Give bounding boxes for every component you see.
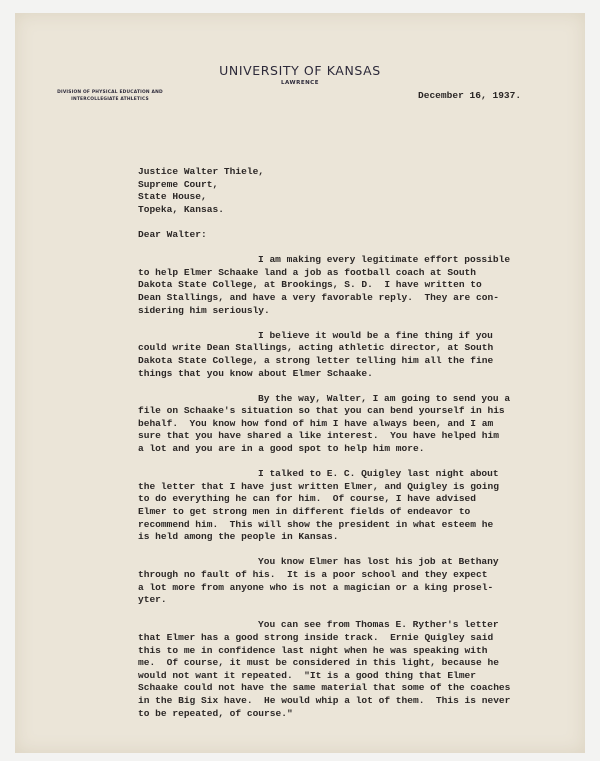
paragraph-line: me. Of course, it must be considered in this light, because he: [138, 657, 499, 669]
paragraph-line: to help Elmer Schaake land a job as football coach at South: [138, 266, 477, 278]
paragraph-line: behalf. You know how fond of him I have always been, and I am: [138, 417, 494, 429]
paragraph-line: is held among the people in Kansas.: [138, 531, 339, 543]
paragraph-line: a lot and you are in a good spot to help him more.: [138, 443, 425, 455]
letter-date: December 16, 1937.: [418, 90, 522, 101]
paragraph-line: in the Big Six have. He would whip a lot of them. This is never: [138, 694, 511, 706]
paragraph-line: You know Elmer has lost his job at Bethany: [258, 556, 499, 568]
paragraph-line: to be repeated, of course.": [138, 707, 293, 719]
blank-line: [138, 544, 510, 557]
paragraph-line: Elmer to get strong men in different fields of endeavor to: [138, 506, 471, 518]
paragraph-line: I talked to E. C. Quigley last night about: [258, 468, 499, 480]
paragraph-line: Dakota State College, a strong letter telling him all the fine: [138, 354, 494, 366]
paragraph-line: file on Schaake's situation so that you can bend yourself in his: [138, 405, 505, 417]
paragraph-line: I am making every legitimate effort possible: [258, 254, 511, 266]
division-line: INTERCOLLEGIATE ATHLETICS: [71, 97, 149, 102]
paragraph-line: to do everything he can for him. Of course, I have advised: [138, 493, 477, 505]
paragraph-line: this to me in confidence last night when he was speaking with: [138, 644, 488, 656]
salutation: Dear Walter:: [138, 228, 207, 240]
blank-line: [138, 607, 510, 620]
paragraph-line: the letter that I have just written Elmer, and Quigley is going: [138, 480, 499, 492]
address-line: Justice Walter Thiele,: [138, 166, 265, 177]
letterhead-institution: UNIVERSITY OF KANSAS: [219, 63, 381, 78]
blank-line: [138, 216, 510, 229]
paragraph-line: Schaake could not have the same material that some of the coaches: [138, 682, 511, 694]
paragraph-line: You can see from Thomas E. Ryther's letter: [258, 619, 499, 631]
paragraph-line: recommend him. This will show the president in what esteem he: [138, 518, 494, 530]
paragraph-line: through no fault of his. It is a poor school and they expect: [138, 569, 488, 580]
address-line: Supreme Court,: [138, 178, 219, 190]
letterhead-division: [50, 89, 170, 103]
blank-line: [138, 380, 510, 393]
paragraph-line: I believe it would be a fine thing if you: [258, 329, 493, 341]
paragraph-line: Dean Stallings, and have a very favorable reply. They are con-: [138, 291, 499, 303]
letter-body: [138, 166, 510, 720]
letterhead-city: LAWRENCE: [281, 80, 319, 86]
paragraph-line: sidering him seriously.: [138, 304, 270, 316]
blank-line: [138, 242, 510, 255]
address-line: State House,: [138, 191, 207, 203]
division-line: DIVISION OF PHYSICAL EDUCATION AND: [57, 90, 163, 95]
paragraph-line: By the way, Walter, I am going to send you a: [258, 392, 511, 404]
paragraph-line: would not want it repeated. "It is a good thing that Elmer: [138, 669, 477, 681]
paragraph-line: a lot more from anyone who is not a magician or a king prosel-: [138, 581, 494, 593]
blank-line: [138, 456, 510, 469]
paragraph-line: yter.: [138, 594, 167, 606]
paragraph-line: that Elmer has a good strong inside track. Ernie Quigley said: [138, 631, 494, 643]
paragraph-line: things that you know about Elmer Schaake.: [138, 367, 373, 379]
paragraph-line: sure that you have shared a like interest. You have helped him: [138, 430, 499, 442]
address-line: Topeka, Kansas.: [138, 203, 224, 215]
paragraph-line: Dakota State College, at Brookings, S. D. I have written to: [138, 279, 482, 291]
paragraph-line: could write Dean Stallings, acting athletic director, at South: [138, 342, 494, 354]
blank-line: [138, 317, 510, 330]
